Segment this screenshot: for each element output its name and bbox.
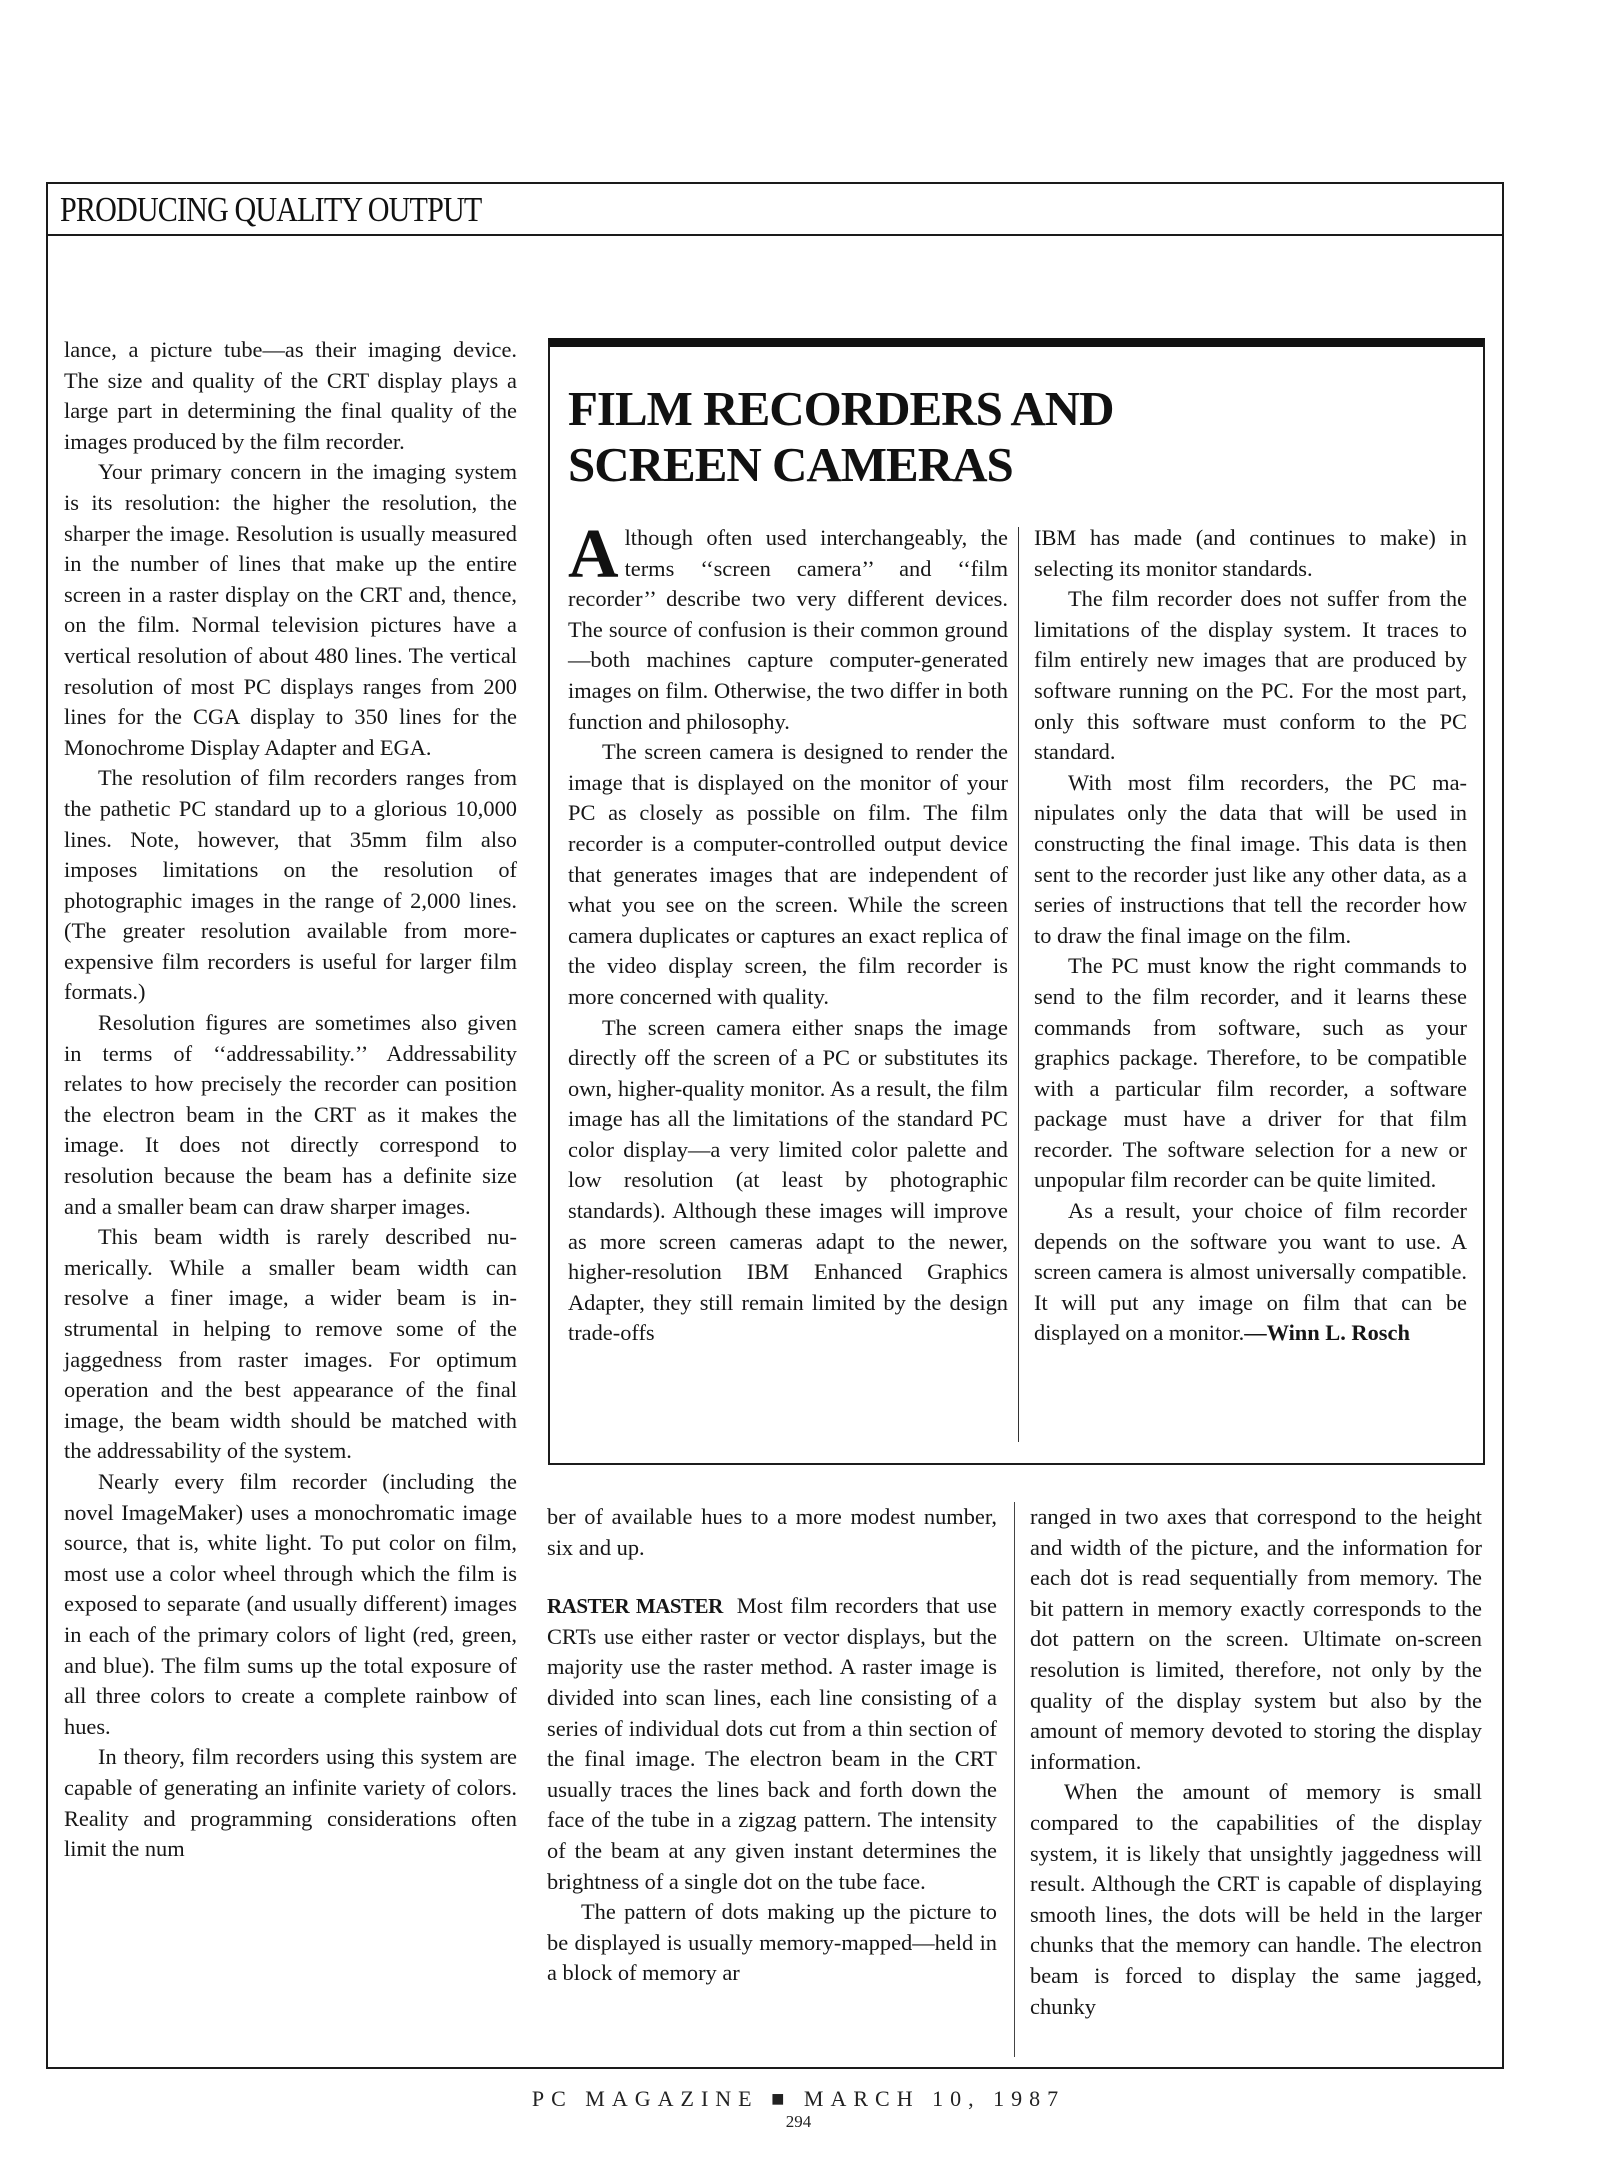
paragraph: The PC must know the right commands to send to the film recorder, and it learns these commands from software, such as your graphics package. Therefore, to be compatible with a particular film recorder, a software package must have a driver for that film recorder. The software selection for a new or unpopular film recorder can be quite limited. bbox=[1034, 953, 1467, 1193]
sidebar-column-rule bbox=[1018, 527, 1019, 1442]
right-column bbox=[1030, 1502, 1482, 2022]
column-rule bbox=[1014, 1502, 1015, 2057]
footer-magazine-line: PC MAGAZINE ■ MARCH 10, 1987 bbox=[531, 2086, 1066, 2111]
paragraph-text: Most film recorders that use CRTs use either raster or vector displays, but the majority use the raster method. A raster image is divided into scan lines, each line consisting of a series of individual dots cut from a thin section of the final image. The electron beam in the CRT usually traces the lines back and forth down the face of the tube in a zigzag pattern. The intensity of the beam at any given instant determines the brightness of a single dot on the tube face. bbox=[547, 1593, 997, 1894]
left-column bbox=[64, 335, 517, 1865]
drop-cap: A bbox=[568, 516, 619, 593]
paragraph-text: lthough often used interchangeably, the terms ‘‘screen camera’’ and ‘‘film recorder’’ describe two very different devices. The source of confusion is their common ground—both machines capture computer-generated images on film. Otherwise, the two differ in both function and philosophy. bbox=[568, 525, 1008, 734]
sidebar-left-column bbox=[568, 516, 1008, 1349]
paragraph bbox=[547, 1591, 997, 1897]
paragraph: The resolution of film recorders ranges from the pathetic PC standard up to a glorious 10,000 lines. Note, however, that 35mm film also imposes limitations on the resolution of photographic images in the range of 2,000 lines. (The greater resolution available from more-expensive film recorders is useful for larger film formats.) bbox=[64, 765, 517, 1005]
paragraph: The pattern of dots making up the picture to be displayed is usually memory-mapped—held in a block of memory ar bbox=[547, 1899, 997, 1986]
paragraph: ranged in two axes that correspond to the height and width of the picture, and the information for each dot is read sequentially from memory. The bit pattern in memory exactly corresponds to the dot pattern on the screen. Ultimate on-screen resolution is limited, therefore, not only by the quality of the display system but also by the amount of memory devoted to storing the display information. bbox=[1030, 1504, 1482, 1774]
sidebar-title-line-2: SCREEN CAMERAS bbox=[568, 437, 1013, 492]
section-title: PRODUCING QUALITY OUTPUT bbox=[60, 190, 482, 229]
byline: —Winn L. Rosch bbox=[1244, 1320, 1410, 1346]
paragraph: ber of available hues to a more modest number, six and up. bbox=[547, 1504, 997, 1560]
subhead-raster-master: RASTER MASTER bbox=[547, 1594, 723, 1619]
paragraph: With most film recorders, the PC manipulates only the data that will be used in constructing the final image. This data is then sent to the recorder just like any other data, as a series of instructions that tell the recorder how to draw the final image on the film. bbox=[1034, 769, 1467, 948]
section-header bbox=[46, 182, 1504, 236]
paragraph bbox=[1034, 1196, 1467, 1349]
paragraph bbox=[568, 516, 1008, 737]
paragraph: In theory, film recorders using this system are capable of generating an infinite variety of colors. Reality and programming considerations often limit the num bbox=[64, 1744, 517, 1862]
middle-column bbox=[547, 1502, 997, 1989]
paragraph: This beam width is rarely described numerically. While a smaller beam width can resolve a finer image, a wider beam is instrumental in helping to remove some of the jaggedness from raster images. For optimum operation and the best appearance of the final image, the beam width should be matched with the addressability of the system. bbox=[64, 1224, 517, 1464]
paragraph: The screen camera either snaps the image directly off the screen of a PC or substitutes its own, higher-quality monitor. As a result, the film image has all the limitations of the standard PC color display—a very limited color palette and low resolution (at least by photographic standards). Although these images will improve as more screen cameras adapt to the newer, higher-resolution IBM Enhanced Graphics Adapter, they still remain limited by the design trade-offs bbox=[568, 1014, 1008, 1346]
sidebar-title bbox=[568, 381, 1114, 493]
paragraph: The film recorder does not suffer from the limitations of the display system. It traces to film entirely new images that are produced by software running on the PC. For the most part, only this software must conform to the PC standard. bbox=[1034, 586, 1467, 765]
paragraph: Nearly every film recorder (including the novel ImageMaker) uses a monochromatic image source, that is, white light. To put color on film, most use a color wheel through which the film is exposed to separate (and usually different) images in each of the primary colors of light (red, green, and blue). The film sums up the total exposure of all three colors to create a complete rainbow of hues. bbox=[64, 1468, 517, 1739]
paragraph: lance, a picture tube—as their imaging device. The size and quality of the CRT display plays a large part in determining the final quality of the images produced by the film recorder. bbox=[64, 337, 517, 454]
paragraph: Resolution figures are sometimes also given in terms of ‘‘addressability.’’ Addressability relates to how precisely the recorder can position the electron beam in the CRT as it makes the image. It does not directly correspond to resolution because the beam has a definite size and a smaller beam can draw sharper images. bbox=[64, 1010, 517, 1219]
sidebar-box bbox=[548, 338, 1485, 1465]
paragraph: IBM has made (and continues to make) in selecting its monitor standards. bbox=[1034, 525, 1467, 581]
sidebar-right-column bbox=[1034, 523, 1467, 1349]
paragraph: When the amount of memory is small compared to the capabilities of the display system, it is likely that unsightly jaggedness will result. Although the CRT is capable of displaying smooth lines, the dots will be held in the larger chunks that the memory can handle. The electron beam is forced to display the same jagged, chunky bbox=[1030, 1779, 1482, 2019]
paragraph-text: As a result, your choice of film recorder depends on the software you want to use. A screen camera is almost universally compatible. It will put any image on film that can be displayed on a monitor. bbox=[1034, 1198, 1467, 1346]
page-number: 294 bbox=[785, 2112, 812, 2131]
sidebar-title-line-1: FILM RECORDERS AND bbox=[568, 381, 1114, 436]
paragraph: Your primary concern in the imaging system is its resolution: the higher the resolution, the sharper the image. Resolution is usually measured in the number of lines that make up the entire screen in a raster display on the CRT and, thence, on the film. Normal television pictures have a vertical resolution of about 480 lines. The vertical resolution of most PC displays ranges from 200 lines for the CGA display to 350 lines for the Monochrome Display Adapter and EGA. bbox=[64, 459, 517, 760]
paragraph: The screen camera is designed to render the image that is displayed on the monitor of your PC as closely as possible on film. The film recorder is a computer-controlled output device that generates images that are independent of what you see on the screen. While the screen camera duplicates or captures an exact replica of the video display screen, the film recorder is more concerned with quality. bbox=[568, 739, 1008, 1009]
